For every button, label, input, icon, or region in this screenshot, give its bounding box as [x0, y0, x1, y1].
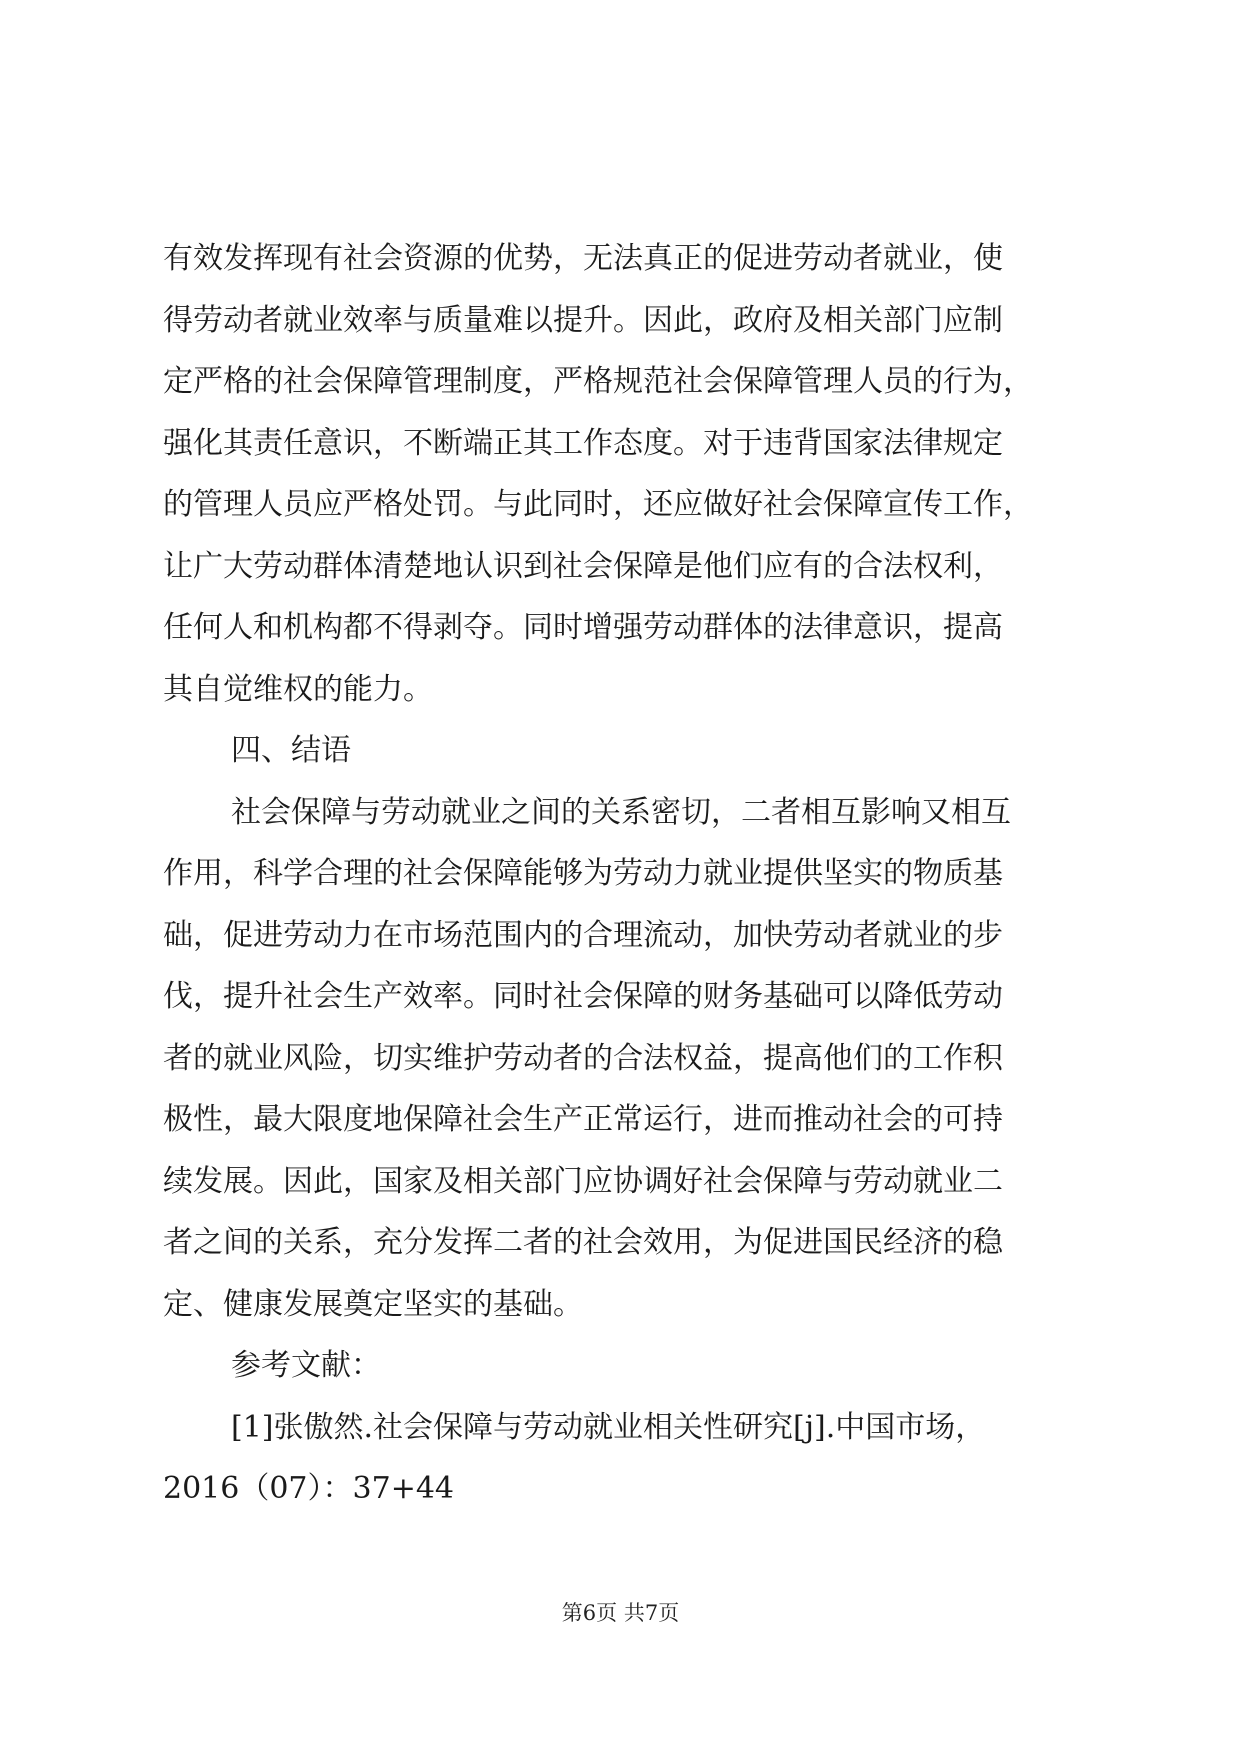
text-line: 强化其责任意识，不断端正其工作态度。对于违背国家法律规定 — [163, 425, 1003, 461]
text-line: 作用，科学合理的社会保障能够为劳动力就业提供坚实的物质基 — [163, 856, 1003, 891]
text-line: 者之间的关系，充分发挥二者的社会效用，为促进国民经济的稳 — [163, 1225, 1003, 1260]
page-number-footer: 第6页 共7页 — [561, 1601, 680, 1625]
reference-entry: 2016（07）：37+44 — [163, 1471, 455, 1506]
text-line: 其自觉维权的能力。 — [163, 671, 433, 707]
text-line: 伐，提升社会生产效率。同时社会保障的财务基础可以降低劳动 — [163, 979, 1003, 1014]
text-line: 让广大劳动群体清楚地认识到社会保障是他们应有的合法权利， — [163, 548, 1003, 584]
text-line: 得劳动者就业效率与质量难以提升。因此，政府及相关部门应制 — [163, 302, 1003, 338]
text-line: 础，促进劳动力在市场范围内的合理流动，加快劳动者就业的步 — [163, 917, 1003, 953]
text-line: 任何人和机构都不得剥夺。同时增强劳动群体的法律意识，提高 — [163, 610, 1003, 645]
text-line: 定、健康发展奠定坚实的基础。 — [163, 1286, 583, 1322]
text-line: 的管理人员应严格处罚。与此同时，还应做好社会保障宣传工作， — [163, 487, 1033, 522]
body-text — [163, 228, 1103, 1520]
text-line: 定严格的社会保障管理制度，严格规范社会保障管理人员的行为， — [163, 364, 1033, 399]
text-line: 者的就业风险，切实维护劳动者的合法权益，提高他们的工作积 — [163, 1040, 1003, 1076]
references-heading: 参考文献： — [231, 1348, 381, 1383]
text-line: 社会保障与劳动就业之间的关系密切，二者相互影响又相互 — [231, 794, 1011, 830]
text-line: 续发展。因此，国家及相关部门应协调好社会保障与劳动就业二 — [163, 1163, 1003, 1199]
text-line: 极性，最大限度地保障社会生产正常运行，进而推动社会的可持 — [163, 1102, 1003, 1137]
text-line: 有效发挥现有社会资源的优势，无法真正的促进劳动者就业，使 — [163, 241, 1003, 276]
reference-entry: [1]张傲然.社会保障与劳动就业相关性研究[j].中国市场， — [231, 1409, 986, 1445]
section-heading: 四、结语 — [231, 733, 351, 768]
